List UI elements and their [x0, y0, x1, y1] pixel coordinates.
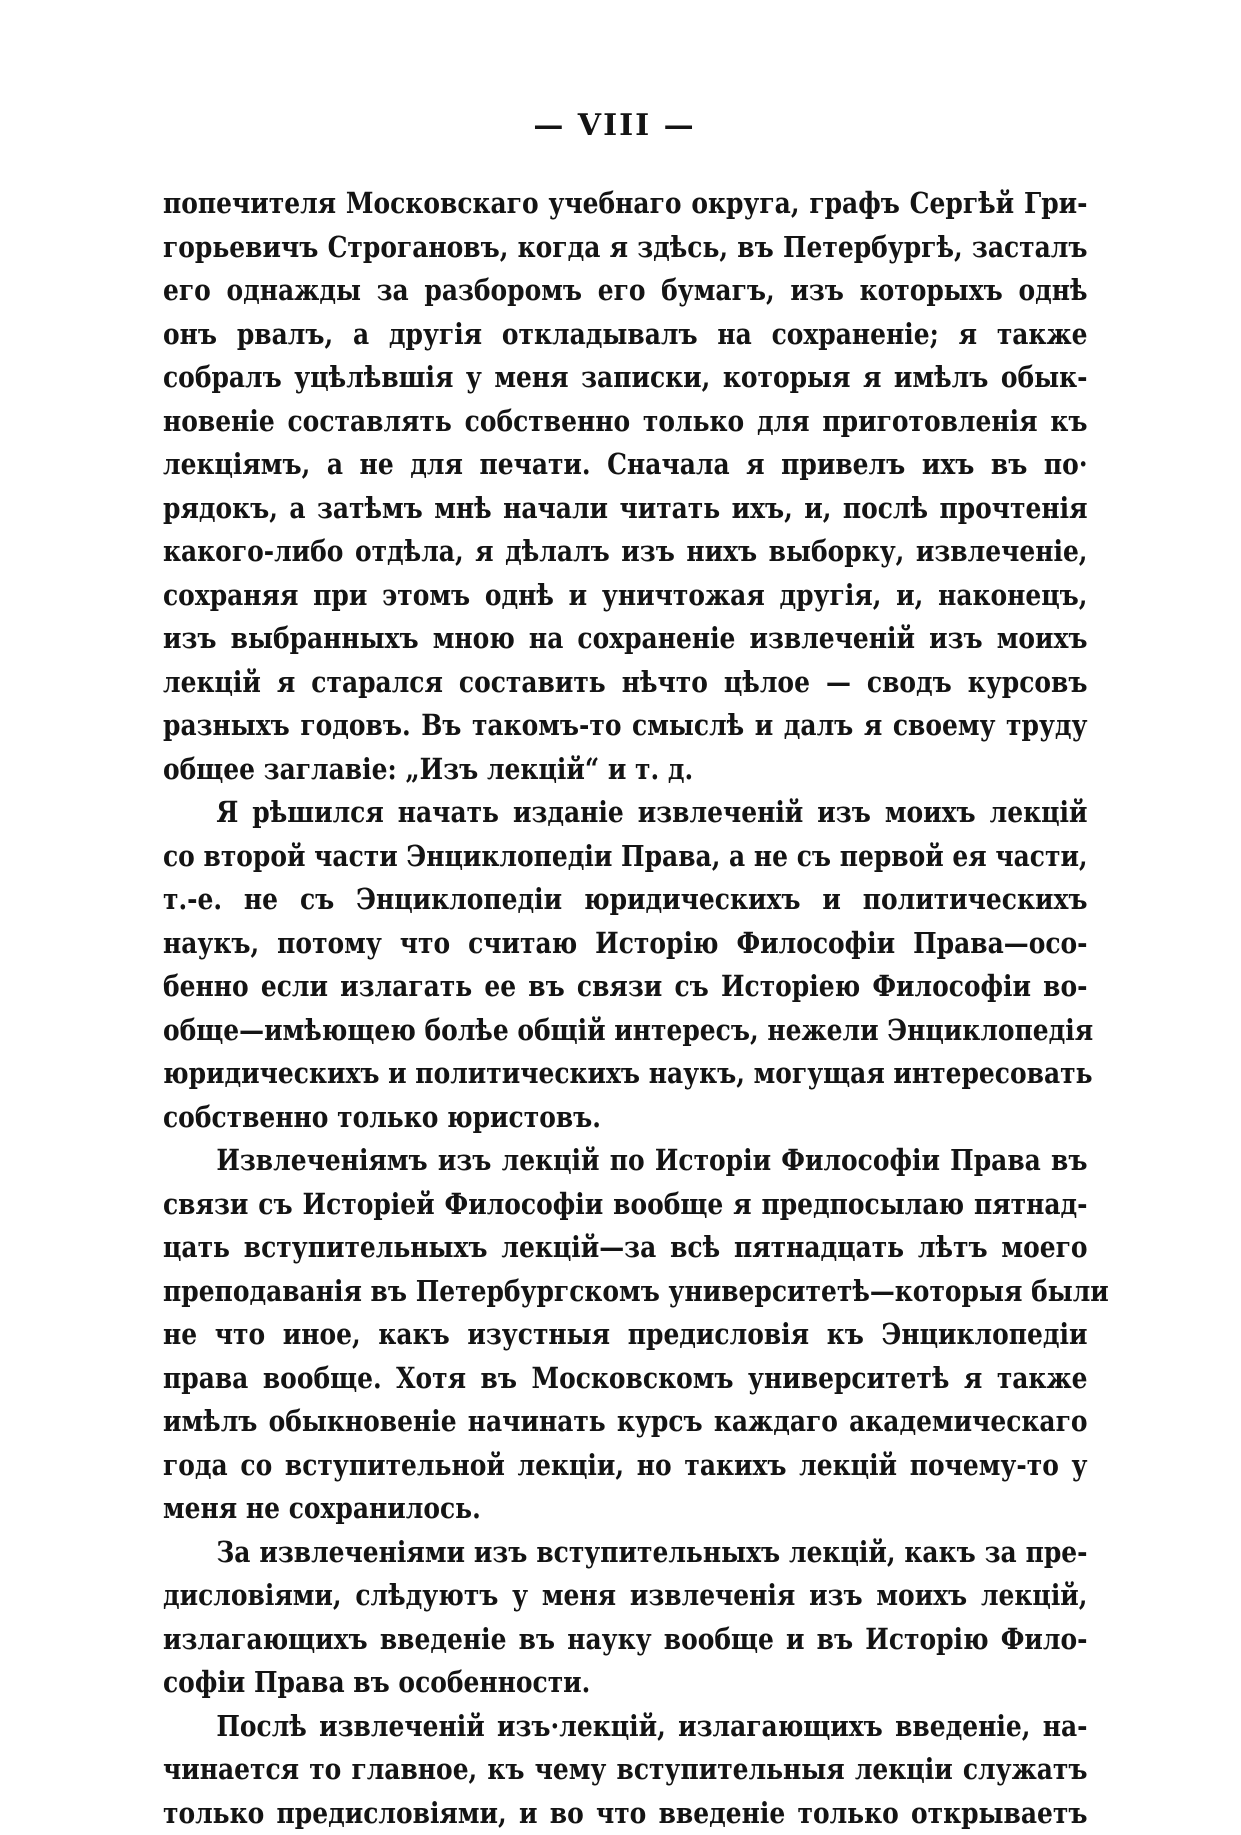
text-line: софіи Права въ особенности. [163, 1661, 959, 1705]
text-line: сохраняя при этомъ однѣ и уничтожая другія, и, наконецъ, [163, 574, 1088, 618]
text-line: т.-е. не съ Энциклопедіи юридическихъ и политическихъ [163, 878, 1088, 922]
text-line: собственно только юристовъ. [163, 1096, 959, 1140]
text-line: лекцій я старался составить нѣчто цѣлое — сводъ курсовъ [163, 661, 1088, 705]
text-line: имѣлъ обыкновеніе начинать курсъ каждаго академическаго [163, 1400, 1088, 1444]
text-line: разныхъ годовъ. Въ такомъ-то смыслѣ и далъ я своему труду [163, 704, 1088, 748]
text-line: Я рѣшился начать изданіе извлеченій изъ моихъ лекцій [163, 791, 1088, 835]
page-number: — VIII — [0, 108, 1235, 143]
text-line: излагающихъ введеніе въ науку вообще и въ Исторію Фило- [163, 1618, 1088, 1662]
text-line: наукъ, потому что считаю Исторію Философіи Права—осо- [163, 922, 1088, 966]
text-line: меня не сохранилось. [163, 1487, 959, 1531]
text-line: новеніе составлять собственно только для приготовленія къ [163, 400, 1088, 444]
text-line: попечителя Московскаго учебнаго округа, графъ Сергѣй Гри- [163, 182, 1088, 226]
text-line: лекціямъ, а не для печати. Сначала я привелъ ихъ въ по· [163, 443, 1088, 487]
text-line: онъ рвалъ, а другія откладывалъ на сохраненіе; я также [163, 313, 1088, 357]
body-text [163, 182, 1088, 1835]
text-line: Послѣ извлеченій изъ·лекцій, излагающихъ введеніе, на- [163, 1705, 1088, 1749]
text-line: цать вступительныхъ лекцій—за всѣ пятнадцать лѣтъ моего [163, 1226, 1088, 1270]
text-line: рядокъ, а затѣмъ мнѣ начали читать ихъ, и, послѣ прочтенія [163, 487, 1088, 531]
text-line: связи съ Исторіей Философіи вообще я предпосылаю пятнад- [163, 1183, 1088, 1227]
text-line: горьевичъ Строгановъ, когда я здѣсь, въ Петербургѣ, засталъ [163, 226, 1088, 270]
text-line: года со вступительной лекціи, но такихъ лекцій почему-то у [163, 1444, 1088, 1488]
text-line: преподаванія въ Петербургскомъ университетѣ—которыя были [163, 1270, 1088, 1314]
text-line: права вообще. Хотя въ Московскомъ университетѣ я также [163, 1357, 1088, 1401]
text-line: За извлеченіями изъ вступительныхъ лекцій, какъ за пре- [163, 1531, 1088, 1575]
text-line: Извлеченіямъ изъ лекцій по Исторіи Философіи Права въ [163, 1139, 1088, 1183]
text-line: обще—имѣющею болѣе общій интересъ, нежели Энциклопедія [163, 1009, 1088, 1053]
text-line: юридическихъ и политическихъ наукъ, могущая интересовать [163, 1052, 1088, 1096]
text-line: только предисловіями, и во что введеніе только открываетъ [163, 1792, 1088, 1835]
text-line: чинается то главное, къ чему вступительныя лекціи служатъ [163, 1748, 1088, 1792]
text-line: собралъ уцѣлѣвшія у меня записки, которыя я имѣлъ обык- [163, 356, 1088, 400]
text-line: дисловіями, слѣдуютъ у меня извлеченія изъ моихъ лекцій, [163, 1574, 1088, 1618]
text-line: общее заглавіе: „Изъ лекцій“ и т. д. [163, 748, 959, 792]
text-line: бенно если излагать ее въ связи съ Исторіею Философіи во- [163, 965, 1088, 1009]
text-line: его однажды за разборомъ его бумагъ, изъ которыхъ однѣ [163, 269, 1088, 313]
text-line: не что иное, какъ изустныя предисловія къ Энциклопедіи [163, 1313, 1088, 1357]
text-line: какого-либо отдѣла, я дѣлалъ изъ нихъ выборку, извлеченіе, [163, 530, 1088, 574]
text-line: со второй части Энциклопедіи Права, а не съ первой ея части, [163, 835, 1088, 879]
text-line: изъ выбранныхъ мною на сохраненіе извлеченій изъ моихъ [163, 617, 1088, 661]
